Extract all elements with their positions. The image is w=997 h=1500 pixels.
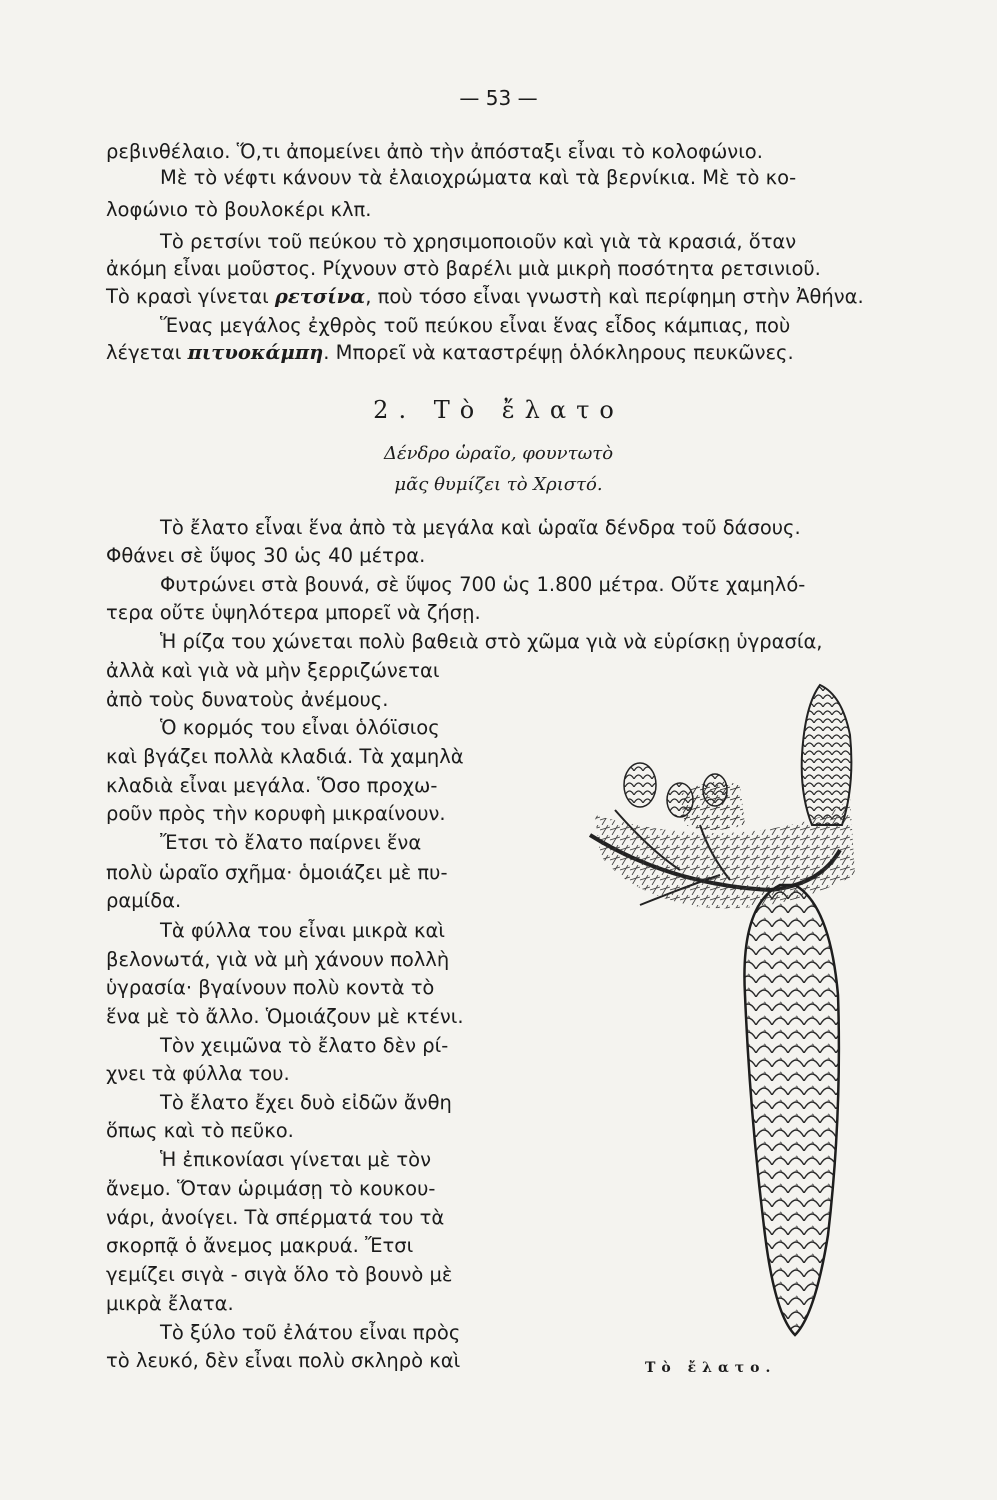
text-line: [106, 1064, 290, 1084]
small-cone: [624, 763, 656, 807]
text-line: [160, 575, 906, 595]
text-line: [160, 316, 906, 336]
text-line: [106, 1236, 526, 1256]
text-span: ραμίδα.: [106, 889, 182, 912]
text-span: κλαδιὰ εἶναι μεγάλα. Ὅσο προχω-: [106, 774, 438, 797]
text-span: Μὲ τὸ νέφτι κάνουν τὰ ἐλαιοχρώματα καὶ τὰ βερνίκια. Μὲ τὸ κο-: [160, 166, 797, 189]
hanging-cone: [744, 885, 838, 1335]
text-span: τὸ λευκό, δὲν εἶναι πολὺ σκληρὸ καὶ: [106, 1349, 461, 1372]
text-line: [160, 632, 906, 652]
text-line: [106, 1351, 526, 1371]
text-span: Ὁ κορμός του εἶναι ὁλόϊσιος: [160, 716, 440, 739]
text-line: [106, 1179, 526, 1199]
text-line: [106, 863, 526, 883]
text-span: Ἡ ἐπικονίασι γίνεται μὲ τὸν: [160, 1148, 431, 1171]
text-span: , ποὺ τόσο εἶναι γνωστὴ καὶ περίφημη στὴν Ἀθήνα.: [365, 285, 864, 308]
text-span: ἀπὸ τοὺς δυνατοὺς ἀνέμους.: [106, 688, 389, 711]
text-line: [106, 343, 794, 363]
text-span: Ἕνας μεγάλος ἐχθρὸς τοῦ πεύκου εἶναι ἕνας εἶδος κάμπιας, ποὺ: [160, 314, 791, 337]
text-span: ὑγρασία· βγαίνουν πολὺ κοντὰ τὸ: [106, 976, 435, 999]
text-span: νάρι, ἀνοίγει. Τὰ σπέρματά του τὰ: [106, 1206, 445, 1229]
emphasis-term: ρετσίνα: [274, 285, 366, 308]
upright-cone: [802, 685, 852, 825]
text-line: [160, 168, 906, 188]
text-span: ἕνα μὲ τὸ ἄλλο. Ὁμοιάζουν μὲ κτένι.: [106, 1005, 464, 1028]
text-span: ἀκόμη εἶναι μοῦστος. Ρίχνουν στὸ βαρέλι μιὰ μικρὴ ποσότητα ρετσινιοῦ.: [106, 257, 821, 280]
page-number: — 53 —: [459, 86, 538, 110]
text-span: Τὸ ξύλο τοῦ ἐλάτου εἶναι πρὸς: [160, 1321, 461, 1344]
figure-caption: Τὸ ἔλατο.: [645, 1360, 777, 1376]
text-span: Τὸν χειμῶνα τὸ ἔλατο δὲν ρί-: [160, 1034, 449, 1057]
text-line: [106, 1294, 234, 1314]
text-line: [106, 1007, 464, 1027]
text-line: [160, 1036, 526, 1056]
text-span: γεμίζει σιγὰ - σιγὰ ὅλο τὸ βουνὸ μὲ: [106, 1263, 453, 1286]
text-span: Ἡ ρίζα του χώνεται πολὺ βαθειὰ στὸ χῶμα γιὰ νὰ εὑρίσκῃ ὑγρασία,: [160, 630, 823, 653]
text-span: Τὰ φύλλα του εἶναι μικρὰ καὶ: [160, 919, 445, 942]
text-line: [106, 1121, 294, 1141]
motto-line: μᾶς θυμίζει τὸ Χριστό.: [394, 474, 603, 495]
text-line: Τὸ ἔλατο εἶναι ἕνα ἀπὸ τὰ μεγάλα καὶ ὡραῖα δένδρα τοῦ δάσους.: [160, 516, 801, 539]
text-line: [160, 921, 526, 941]
text-span: ρεβινθέλαιο. Ὅ,τι ἀπομείνει ἀπὸ τὴν ἀπόσταξι εἶναι τὸ κολοφώνιο.: [106, 140, 763, 163]
text-span: Τὸ ρετσίνι τοῦ πεύκου τὸ χρησιμοποιοῦν καὶ γιὰ τὰ κρασιά, ὅταν: [160, 230, 797, 253]
text-line: [106, 1265, 526, 1285]
section-heading: 2. Τὸ ἔλατο: [373, 396, 624, 424]
text-span: Τὸ ἔλατο ἔχει δυὸ εἰδῶν ἄνθη: [160, 1091, 452, 1114]
text-span: Φυτρώνει στὰ βουνά, σὲ ὕψος 700 ὡς 1.800 μέτρα. Οὔτε χαμηλό-: [160, 573, 806, 596]
text-span: ἄνεμο. Ὅταν ὡριμάσῃ τὸ κουκου-: [106, 1177, 436, 1200]
text-line: [106, 891, 181, 911]
text-span: . Μπορεῖ νὰ καταστρέψῃ ὁλόκληρους πευκῶνες.: [323, 341, 794, 364]
text-line: [106, 259, 906, 279]
text-line: [106, 950, 526, 970]
text-span: ἀλλὰ καὶ γιὰ νὰ μὴν ξερριζώνεται: [106, 659, 440, 682]
text-line: [106, 804, 446, 824]
text-line: Φθάνει σὲ ὕψος 30 ὡς 40 μέτρα.: [106, 544, 426, 567]
text-span: πολὺ ὡραῖο σχῆμα· ὁμοιάζει μὲ πυ-: [106, 861, 448, 884]
text-line: [160, 1150, 526, 1170]
text-line: [106, 661, 526, 681]
text-span: λέγεται: [106, 341, 182, 364]
text-line: [160, 1093, 526, 1113]
emphasis-term: πιτυοκάμπη: [187, 341, 324, 364]
text-line: [160, 833, 526, 853]
text-line: [160, 232, 906, 252]
text-span: βελονωτά, γιὰ νὰ μὴ χάνουν πολλὴ: [106, 948, 450, 971]
text-line: [160, 718, 526, 738]
text-span: [106, 287, 864, 307]
text-span: Ἔτσι τὸ ἔλατο παίρνει ἕνα: [160, 831, 422, 854]
motto-line: Δένδρο ὡραῖο, φουντωτὸ: [383, 443, 614, 464]
text-line: [106, 287, 906, 307]
text-line: [106, 142, 906, 162]
small-cone: [667, 783, 693, 817]
text-span: σκορπᾷ ὁ ἄνεμος μακρυά. Ἔτσι: [106, 1234, 414, 1257]
text-span: ροῦν πρὸς τὴν κορυφὴ μικραίνουν.: [106, 802, 446, 825]
text-line: [106, 690, 388, 710]
text-span: χνει τὰ φύλλα του.: [106, 1062, 290, 1085]
text-span: Τὸ κρασὶ γίνεται: [106, 285, 269, 308]
fir-branch-illustration: [580, 675, 880, 1365]
text-line: [106, 747, 526, 767]
text-line: [106, 1208, 526, 1228]
text-span: καὶ βγάζει πολλὰ κλαδιά. Τὰ χαμηλὰ: [106, 745, 464, 768]
text-span: μικρὰ ἔλατα.: [106, 1292, 234, 1315]
text-span: ὅπως καὶ τὸ πεῦκο.: [106, 1119, 294, 1142]
text-line: λοφώνιο τὸ βουλοκέρι κλπ.: [106, 198, 372, 221]
text-line: [106, 776, 526, 796]
text-line: τερα οὔτε ὑψηλότερα μπορεῖ νὰ ζήσῃ.: [106, 601, 481, 624]
text-line: [106, 978, 526, 998]
text-line: [160, 1323, 526, 1343]
small-cone: [703, 774, 727, 806]
